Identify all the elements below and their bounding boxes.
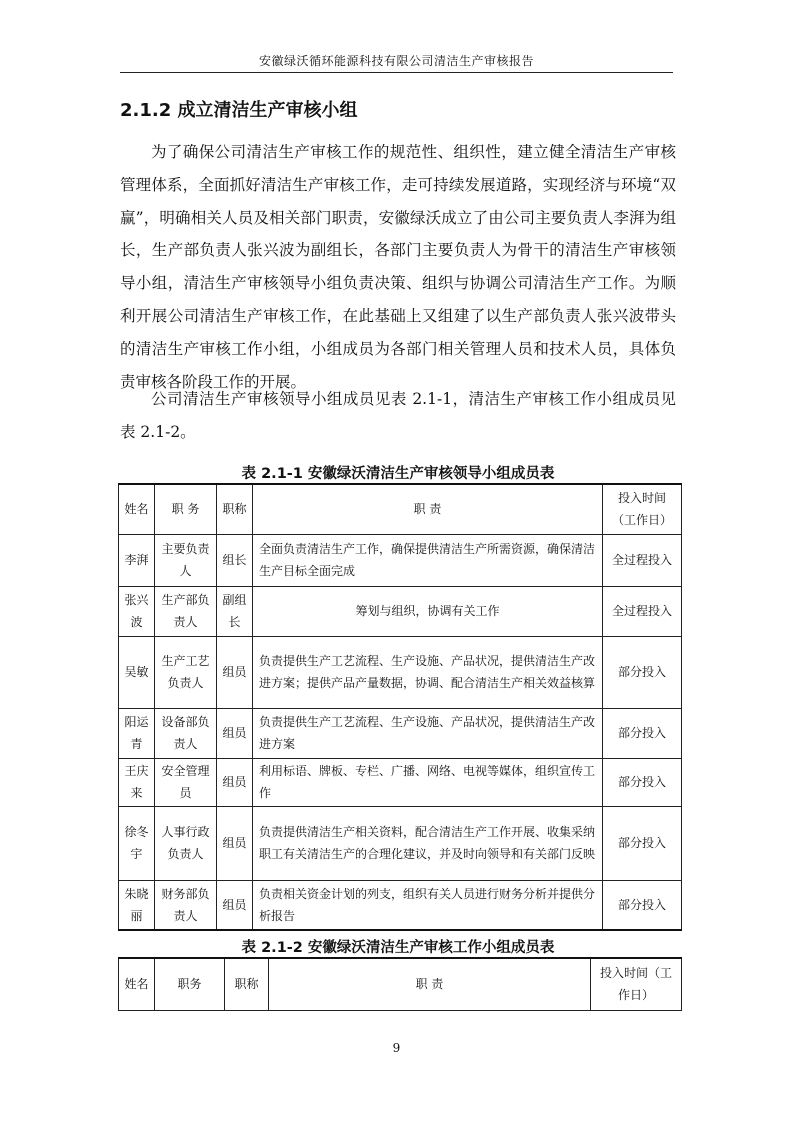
- col-header-time: 投入时间（工作日）: [603, 484, 682, 534]
- table-row: [119, 636, 682, 708]
- cell-time: 部分投入: [603, 708, 682, 758]
- cell-time: 部分投入: [603, 806, 682, 880]
- section-title: 2.1.2 成立清洁生产审核小组: [120, 100, 358, 121]
- body-paragraph: 公司清洁生产审核领导小组成员见表 2.1-1，清洁生产审核工作小组成员见表 2.1-2。: [120, 390, 676, 441]
- col-header-name: 姓名: [119, 484, 155, 534]
- cell-title: 组长: [217, 534, 253, 586]
- working-group-table: [118, 957, 682, 1011]
- cell-position: 生产部负责人: [155, 586, 217, 636]
- page-number: 9: [392, 1041, 401, 1055]
- cell-position: 财务部负责人: [155, 880, 217, 930]
- body-paragraph: 为了确保公司清洁生产审核工作的规范性、组织性，建立健全清洁生产审核管理体系，全面抓好清洁生产审核工作，走可持续发展道路，实现经济与环境“双赢”，明确相关人员及相关部门职责，安徽绿沃成立了由公司主要负责人李湃为组长，生产部负责人张兴波为副组长，各部门主要负责人为骨干的清洁生产审核领导小组，清洁生产审核领导小组负责决策、组织与协调公司清洁生产工作。为顺利开展公司清洁生产审核工作，在此基础上又组建了以生产部负责人张兴波带头的清洁生产审核工作小组，小组成员为各部门相关管理人员和技术人员，具体负责审核各阶段工作的开展。: [120, 143, 676, 391]
- table-caption: 表 2.1-2 安徽绿沃清洁生产审核工作小组成员表: [241, 940, 555, 956]
- cell-name: 阳运青: [119, 708, 155, 758]
- table-row: [119, 880, 682, 930]
- cell-title: 副组长: [217, 586, 253, 636]
- cell-duty: 筹划与组织，协调有关工作: [253, 586, 603, 636]
- cell-name: 王庆来: [119, 758, 155, 806]
- table-row: [119, 708, 682, 758]
- cell-title: 组员: [217, 806, 253, 880]
- cell-name: 吴敏: [119, 636, 155, 708]
- col-header-name: 姓名: [119, 958, 155, 1010]
- cell-duty: 负责提供生产工艺流程、生产设施、产品状况，提供清洁生产改进方案: [253, 708, 603, 758]
- cell-title: 组员: [217, 758, 253, 806]
- page-header: 安徽绿沃循环能源科技有限公司清洁生产审核报告: [258, 54, 534, 68]
- cell-position: 人事行政负责人: [155, 806, 217, 880]
- col-header-title: 职称: [217, 484, 253, 534]
- leadership-group-table: [118, 483, 682, 931]
- table-row: [119, 758, 682, 806]
- cell-time: 全过程投入: [603, 534, 682, 586]
- cell-duty: 负责提供清洁生产相关资料，配合清洁生产工作开展、收集采纳职工有关清洁生产的合理化建议，并及时向领导和有关部门反映: [253, 806, 603, 880]
- cell-position: 生产工艺负责人: [155, 636, 217, 708]
- header-divider: [120, 72, 673, 73]
- table-row: [119, 586, 682, 636]
- cell-title: 组员: [217, 880, 253, 930]
- cell-name: 朱晓丽: [119, 880, 155, 930]
- cell-name: 李湃: [119, 534, 155, 586]
- col-header-title: 职称: [225, 958, 269, 1010]
- cell-position: 主要负责人: [155, 534, 217, 586]
- table-row: [119, 806, 682, 880]
- cell-time: 全过程投入: [603, 586, 682, 636]
- cell-position: 安全管理员: [155, 758, 217, 806]
- cell-time: 部分投入: [603, 758, 682, 806]
- cell-time: 部分投入: [603, 880, 682, 930]
- table-header-row: [119, 958, 682, 1010]
- col-header-duty: 职 责: [253, 484, 603, 534]
- cell-duty: 全面负责清洁生产工作，确保提供清洁生产所需资源，确保清洁生产目标全面完成: [253, 534, 603, 586]
- cell-time: 部分投入: [603, 636, 682, 708]
- cell-title: 组员: [217, 636, 253, 708]
- col-header-position: 职 务: [155, 484, 217, 534]
- cell-title: 组员: [217, 708, 253, 758]
- cell-name: 徐冬宇: [119, 806, 155, 880]
- col-header-duty: 职 责: [269, 958, 591, 1010]
- table-row: [119, 534, 682, 586]
- cell-name: 张兴波: [119, 586, 155, 636]
- col-header-position: 职务: [155, 958, 225, 1010]
- cell-duty: 负责提供生产工艺流程、生产设施、产品状况，提供清洁生产改进方案；提供产品产量数据，协调、配合清洁生产相关效益核算: [253, 636, 603, 708]
- col-header-time: 投入时间（工作日）: [591, 958, 682, 1010]
- cell-position: 设备部负责人: [155, 708, 217, 758]
- table-caption: 表 2.1-1 安徽绿沃清洁生产审核领导小组成员表: [241, 466, 555, 482]
- table-header-row: [119, 484, 682, 534]
- cell-duty: 负责相关资金计划的列支，组织有关人员进行财务分析并提供分析报告: [253, 880, 603, 930]
- cell-duty: 利用标语、牌板、专栏、广播、网络、电视等媒体，组织宣传工作: [253, 758, 603, 806]
